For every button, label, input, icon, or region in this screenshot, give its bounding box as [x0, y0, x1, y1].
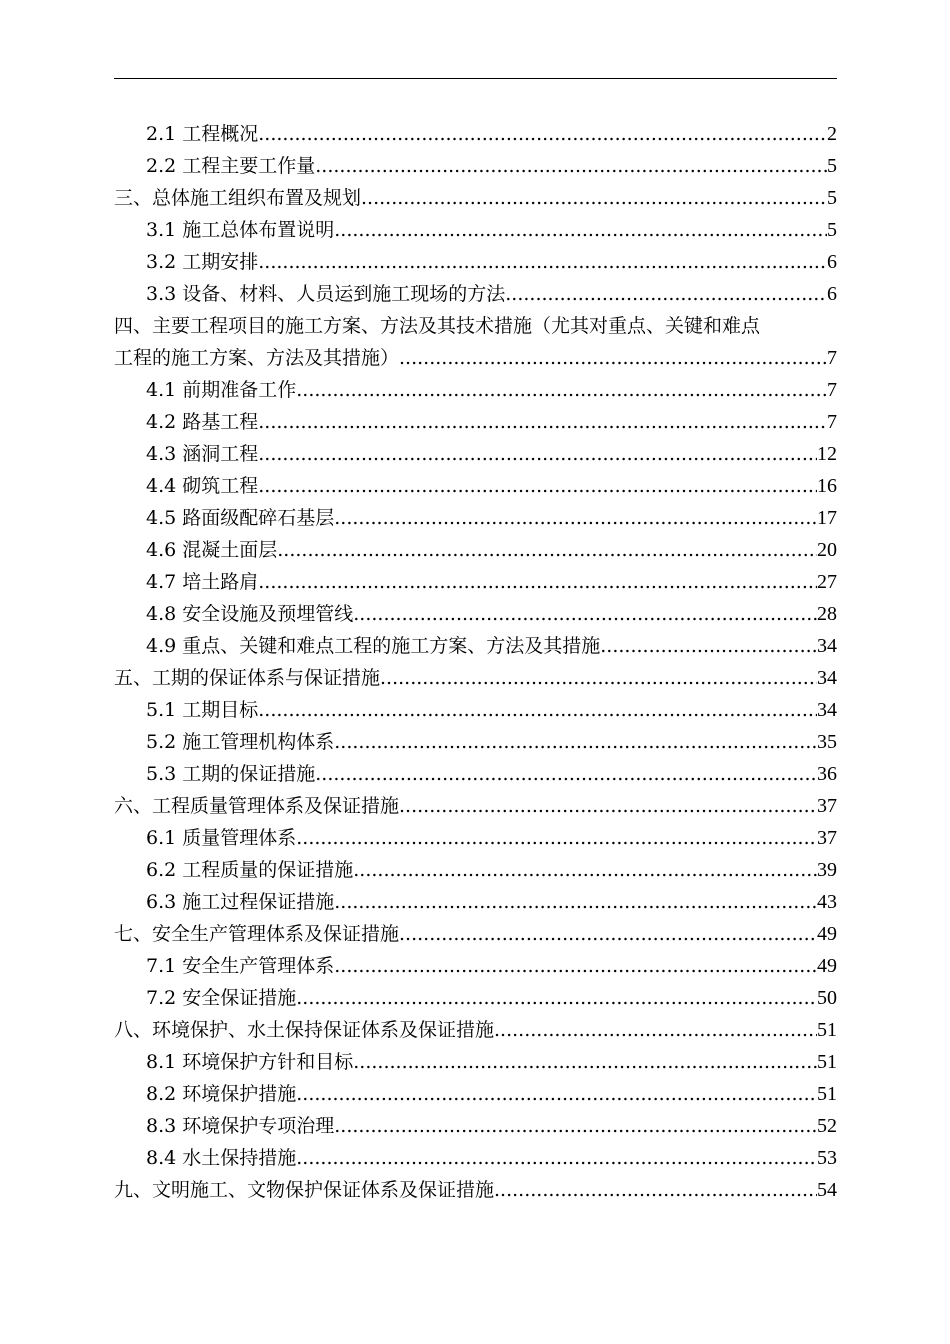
toc-entry-text: 4.6 混凝土面层	[146, 539, 278, 561]
toc-page-number: 20	[817, 539, 837, 561]
toc-entry[interactable]	[114, 918, 837, 950]
toc-entry[interactable]	[114, 214, 837, 246]
toc-page-number: 37	[817, 827, 837, 849]
toc-page-number: 34	[817, 635, 837, 657]
toc-entry[interactable]	[114, 1142, 837, 1174]
toc-page-number: 7	[827, 347, 837, 369]
toc-dot-leader	[258, 566, 817, 598]
toc-entry-text: 5.2 施工管理机构体系	[146, 731, 335, 753]
toc-dot-leader	[494, 1014, 817, 1046]
toc-entry-text: 8.2 环境保护措施	[146, 1083, 297, 1105]
toc-page-number: 12	[817, 443, 837, 465]
toc-entry[interactable]	[114, 982, 837, 1014]
toc-page-number: 51	[817, 1051, 837, 1073]
toc-dot-leader	[399, 918, 817, 950]
toc-entry[interactable]	[114, 246, 837, 278]
toc-page-number: 6	[827, 283, 837, 305]
toc-dot-leader	[494, 1174, 817, 1206]
toc-entry-text: 4.4 砌筑工程	[146, 475, 259, 497]
toc-group-after	[114, 374, 837, 1206]
toc-entry-text: 2.2 工程主要工作量	[146, 155, 316, 177]
toc-entry-text: 6.1 质量管理体系	[146, 827, 297, 849]
toc-dot-leader	[334, 1110, 817, 1142]
toc-page-number: 49	[817, 955, 837, 977]
toc-dot-leader	[258, 246, 827, 278]
toc-page-number: 52	[817, 1115, 837, 1137]
toc-entry-text: 6.2 工程质量的保证措施	[146, 859, 354, 881]
toc-entry-text-line1: 四、主要工程项目的施工方案、方法及其技术措施（尤其对重点、关键和难点	[114, 315, 761, 337]
toc-entry[interactable]	[114, 150, 837, 182]
toc-entry-text: 4.1 前期准备工作	[146, 379, 297, 401]
toc-page-number: 7	[827, 411, 837, 433]
toc-entry[interactable]	[114, 854, 837, 886]
toc-dot-leader	[505, 278, 827, 310]
toc-entry[interactable]	[114, 470, 837, 502]
toc-page-number: 17	[817, 507, 837, 529]
toc-dot-leader	[296, 822, 817, 854]
toc-page-number: 35	[817, 731, 837, 753]
toc-page-number: 16	[817, 475, 837, 497]
toc-entry-text: 九、文明施工、文物保护保证体系及保证措施	[114, 1179, 495, 1201]
toc-entry[interactable]	[114, 566, 837, 598]
toc-entry-text: 三、总体施工组织布置及规划	[114, 187, 362, 209]
toc-entry-line2	[114, 342, 837, 374]
toc-entry-text: 7.2 安全保证措施	[146, 987, 297, 1009]
toc-entry-text: 六、工程质量管理体系及保证措施	[114, 795, 400, 817]
toc-entry[interactable]	[114, 1014, 837, 1046]
toc-page-number: 34	[817, 667, 837, 689]
toc-group-before	[114, 118, 837, 310]
toc-dot-leader	[361, 182, 827, 214]
toc-entry[interactable]	[114, 790, 837, 822]
toc-entry[interactable]	[114, 726, 837, 758]
toc-entry-text: 8.1 环境保护方针和目标	[146, 1051, 354, 1073]
toc-dot-leader	[258, 406, 827, 438]
toc-entry-text-line2: 工程的施工方案、方法及其措施）	[114, 347, 400, 369]
toc-page-number: 39	[817, 859, 837, 881]
toc-dot-leader	[380, 662, 817, 694]
toc-page-number: 2	[827, 123, 837, 145]
toc-page-number: 6	[827, 251, 837, 273]
toc-dot-leader	[258, 118, 827, 150]
toc-dot-leader	[353, 854, 817, 886]
toc-entry-text: 6.3 施工过程保证措施	[146, 891, 335, 913]
toc-dot-leader	[296, 1142, 817, 1174]
toc-dot-leader	[334, 726, 817, 758]
toc-entry-text: 4.7 培土路肩	[146, 571, 259, 593]
toc-page-number: 5	[827, 155, 837, 177]
toc-dot-leader	[353, 1046, 817, 1078]
toc-dot-leader	[353, 598, 817, 630]
toc-page-number: 36	[817, 763, 837, 785]
toc-entry-text: 4.5 路面级配碎石基层	[146, 507, 335, 529]
toc-dot-leader	[277, 534, 817, 566]
toc-entry-text: 五、工期的保证体系与保证措施	[114, 667, 381, 689]
toc-entry-text: 7.1 安全生产管理体系	[146, 955, 335, 977]
toc-page-number: 54	[817, 1179, 837, 1201]
toc-entry-text: 4.3 涵洞工程	[146, 443, 259, 465]
toc-page-number: 50	[817, 987, 837, 1009]
toc-dot-leader	[334, 950, 817, 982]
toc-dot-leader	[315, 150, 827, 182]
toc-entry-text: 八、环境保护、水土保持保证体系及保证措施	[114, 1019, 495, 1041]
toc-entry-text: 5.1 工期目标	[146, 699, 259, 721]
toc-entry[interactable]	[114, 758, 837, 790]
toc-entry-text: 5.3 工期的保证措施	[146, 763, 316, 785]
table-of-contents	[114, 118, 837, 1206]
toc-entry-text: 2.1 工程概况	[146, 123, 259, 145]
toc-dot-leader	[296, 982, 817, 1014]
toc-dot-leader	[399, 790, 817, 822]
toc-dot-leader	[334, 502, 817, 534]
toc-entry[interactable]	[114, 374, 837, 406]
toc-page-number: 7	[827, 379, 837, 401]
toc-entry-text: 4.2 路基工程	[146, 411, 259, 433]
toc-page-number: 34	[817, 699, 837, 721]
toc-entry-text: 4.8 安全设施及预埋管线	[146, 603, 354, 625]
toc-entry[interactable]	[114, 950, 837, 982]
toc-entry-text: 3.1 施工总体布置说明	[146, 219, 335, 241]
toc-dot-leader	[399, 342, 827, 374]
toc-entry[interactable]	[114, 598, 837, 630]
toc-entry[interactable]	[114, 886, 837, 918]
toc-page-number: 51	[817, 1083, 837, 1105]
toc-entry[interactable]	[114, 1078, 837, 1110]
toc-entry[interactable]	[114, 118, 837, 150]
toc-entry[interactable]	[114, 694, 837, 726]
toc-entry[interactable]	[114, 822, 837, 854]
toc-entry-text: 4.9 重点、关键和难点工程的施工方案、方法及其措施	[146, 635, 601, 657]
toc-entry[interactable]	[114, 502, 837, 534]
toc-entry[interactable]	[114, 1174, 837, 1206]
toc-page-number: 5	[827, 187, 837, 209]
toc-dot-leader	[600, 630, 817, 662]
toc-page-number: 49	[817, 923, 837, 945]
toc-dot-leader	[296, 1078, 817, 1110]
toc-entry[interactable]	[114, 534, 837, 566]
toc-entry[interactable]	[114, 662, 837, 694]
toc-dot-leader	[296, 374, 827, 406]
toc-dot-leader	[258, 694, 817, 726]
toc-dot-leader	[334, 214, 827, 246]
toc-page-number: 53	[817, 1147, 837, 1169]
toc-entry[interactable]	[114, 406, 837, 438]
toc-entry-text: 七、安全生产管理体系及保证措施	[114, 923, 400, 945]
toc-entry-text: 3.2 工期安排	[146, 251, 259, 273]
toc-entry[interactable]	[114, 1110, 837, 1142]
header-rule	[114, 78, 837, 79]
toc-page-number: 37	[817, 795, 837, 817]
toc-entry[interactable]	[114, 438, 837, 470]
toc-entry[interactable]	[114, 182, 837, 214]
toc-entry-text: 8.3 环境保护专项治理	[146, 1115, 335, 1137]
toc-entry-text: 8.4 水土保持措施	[146, 1147, 297, 1169]
toc-dot-leader	[258, 470, 817, 502]
toc-entry[interactable]	[114, 630, 837, 662]
toc-page-number: 51	[817, 1019, 837, 1041]
toc-entry-wrapped[interactable]	[114, 310, 837, 374]
toc-page-number: 27	[817, 571, 837, 593]
toc-page-number: 5	[827, 219, 837, 241]
toc-entry[interactable]	[114, 278, 837, 310]
toc-page-number: 43	[817, 891, 837, 913]
toc-dot-leader	[334, 886, 817, 918]
toc-entry[interactable]	[114, 1046, 837, 1078]
toc-page-number: 28	[817, 603, 837, 625]
toc-dot-leader	[258, 438, 817, 470]
toc-entry-text: 3.3 设备、材料、人员运到施工现场的方法	[146, 283, 506, 305]
toc-dot-leader	[315, 758, 817, 790]
